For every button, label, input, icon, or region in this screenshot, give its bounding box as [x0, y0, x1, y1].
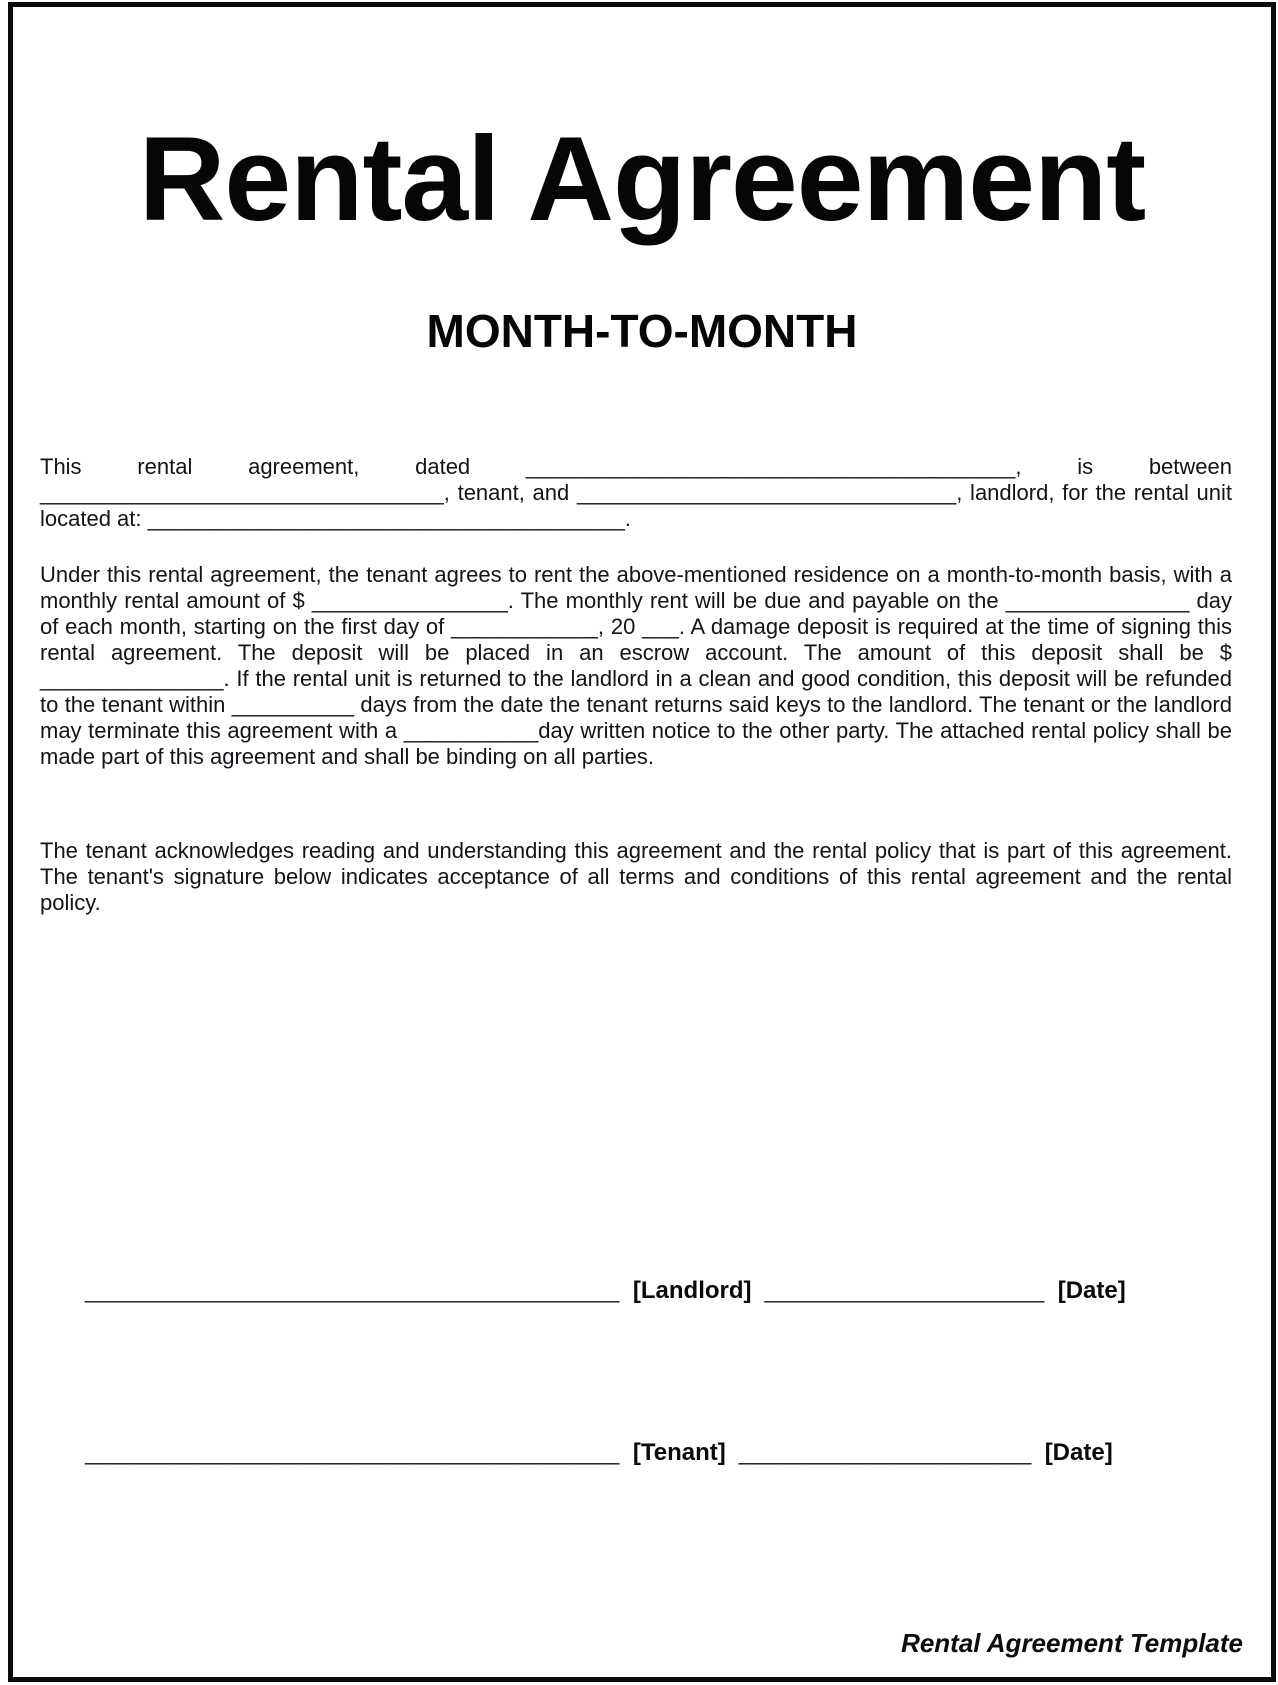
- landlord-date-label: [Date]: [1057, 1277, 1126, 1304]
- tenant-signature-row: [85, 1440, 1151, 1466]
- landlord-date-line: ______________________: [764, 1278, 1045, 1303]
- tenant-date-line: _______________________: [738, 1440, 1032, 1465]
- document-title: Rental Agreement: [138, 112, 1146, 246]
- terms-paragraph: Under this rental agreement, the tenant agrees to rent the above-mentioned residence on a month-to-month basis, with a monthly rental amount of $ ________________. The monthly rent will be due and payable on the _______________ day of each month, starting on the first day of ____________, 20 ___. A damage deposit is required at the time of signing this rental agreement. The deposit will be placed in an escrow account. The amount of this deposit shall be $ _______________. If the rental unit is returned to the landlord in a clean and good condition, this deposit will be refunded to the tenant within __________ days from the date the tenant returns said keys to the landlord. The tenant or the landlord may terminate this agreement with a ___________day written notice to the other party. The attached rental policy shall be made part of this agreement and shall be binding on all parties.: [40, 562, 1232, 769]
- document-subtitle: MONTH-TO-MONTH: [426, 305, 858, 357]
- intro-paragraph: This rental agreement, dated ________________________________________, is between _________________________________, tenant, and _______________________________, landlord, for the rental unit located at: _______________________________________.: [40, 454, 1232, 531]
- document-page: [8, 2, 1276, 1682]
- landlord-signature-line: __________________________________________: [85, 1278, 620, 1303]
- tenant-label: [Tenant]: [632, 1439, 726, 1466]
- landlord-label: [Landlord]: [632, 1277, 752, 1304]
- acknowledgement-paragraph: The tenant acknowledges reading and understanding this agreement and the rental policy that is part of this agreement. The tenant's signature below indicates acceptance of all terms and conditions of this rental agreement and the rental policy.: [40, 838, 1232, 915]
- tenant-signature-line: __________________________________________: [85, 1440, 620, 1465]
- landlord-signature-row: [85, 1278, 1151, 1304]
- tenant-date-label: [Date]: [1044, 1439, 1113, 1466]
- footer-watermark: Rental Agreement Template: [901, 1628, 1243, 1658]
